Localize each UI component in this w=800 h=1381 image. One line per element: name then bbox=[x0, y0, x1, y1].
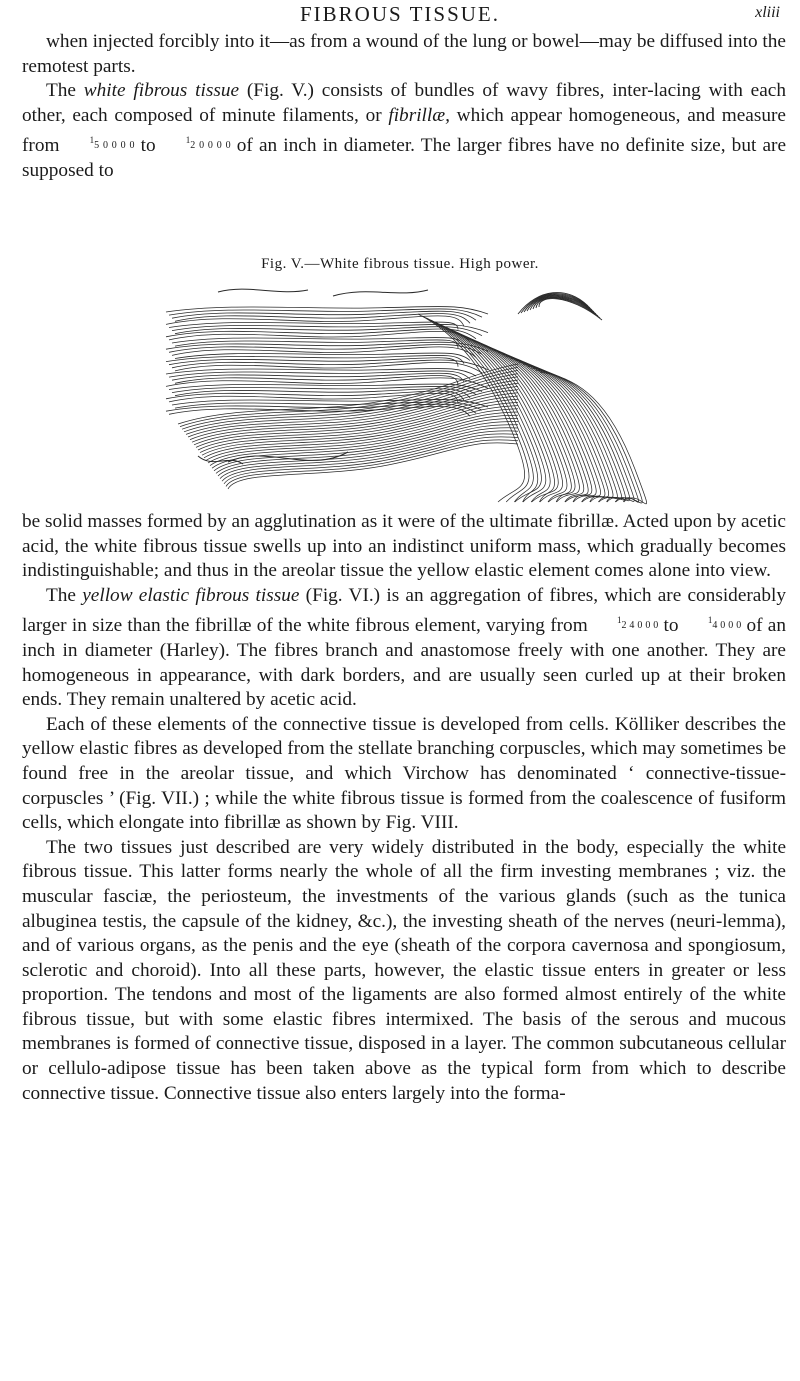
paragraph bbox=[22, 713, 786, 836]
fibre-strand bbox=[166, 368, 476, 376]
fraction: 12 4 0 0 0 bbox=[616, 615, 659, 632]
fraction: 12 0 0 0 0 bbox=[185, 135, 231, 152]
text-block-top bbox=[22, 30, 786, 184]
fibre-end bbox=[333, 290, 428, 296]
fibre-strand bbox=[531, 368, 638, 502]
text-run: The two tissues just described are very widely distributed in the body, especially the white fibrous tissue. This latter forms nearly the whole of all the firm investing membranes ; viz. the muscular fasciæ, the periosteum, the investments of the various glands (such as the tunica albuginea testis, the capsule of the kidney, &c.), the investing sheath of the nerves (neuri-lemma), and of various organs, as the penis and the eye (sheath of the corpora cavernosa and spongiosum, sclerotic and choroid). Into all these parts, however, the elastic tissue enters in greater or less proportion. The tendons and most of the ligaments are also formed almost entirely of the white fibrous tissue, but with some elastic fibres intermixed. The basis of the serous and mucous membranes is formed of connective tissue, disposed in a layer. The common subcutaneous cellular or cellulo-adipose tissue has been taken above as the typical form from which to describe connective tissue. Connective tissue also enters largely into the forma- bbox=[22, 836, 786, 1104]
paragraph bbox=[22, 836, 786, 1107]
fraction: 15 0 0 0 0 bbox=[89, 135, 135, 152]
fibre-illustration bbox=[158, 284, 652, 506]
text-run: to bbox=[134, 135, 162, 157]
fibre-strand bbox=[166, 355, 464, 363]
italic-term: yellow elastic fibrous tissue bbox=[82, 584, 300, 606]
figure-white-fibrous-tissue bbox=[158, 284, 652, 506]
paragraph bbox=[22, 510, 786, 584]
text-run: of an inch in diameter. The larger fibres have no definite size, but are supposed to bbox=[22, 135, 787, 181]
text-run: when injected forcibly into it—as from a wound of the lung or bowel—may be diffused into the remotest parts. bbox=[22, 31, 786, 77]
fraction: 14 0 0 0 bbox=[707, 615, 742, 632]
fibre-strand bbox=[169, 371, 470, 379]
fibre-end bbox=[218, 289, 308, 292]
text-run: The bbox=[46, 584, 83, 606]
text-run: be solid masses formed by an agglutination as it were of the ultimate fibrillæ. Acted upon by acetic acid, the white fibrous tissue swells up into an indistinct uniform mass, which gradually becomes indistinguishable; and thus in the areolar tissue the yellow elastic element comes alone into view. bbox=[22, 511, 786, 582]
paragraph bbox=[22, 584, 786, 713]
figure-caption: Fig. V.—White fibrous tissue. High power. bbox=[261, 256, 539, 272]
fibre-strand bbox=[169, 358, 458, 367]
text-block-bottom bbox=[22, 510, 786, 1106]
italic-term: white fibrous tissue bbox=[83, 80, 240, 102]
text-run: The bbox=[46, 80, 84, 102]
italic-term: fibrillæ, bbox=[388, 104, 450, 126]
text-run: (Fig. V.) consists of bundles of wavy fibres, inter-lacing with each other, each composed of minute filaments, or bbox=[22, 80, 787, 126]
fibre-strand bbox=[175, 376, 458, 386]
text-run: which appear homogeneous, and measure from bbox=[22, 104, 786, 157]
fibre-strand bbox=[169, 322, 458, 330]
text-run: to bbox=[658, 615, 684, 637]
text-run: (Fig. VI.) is an aggregation of fibres, which are considerably larger in size than the fibrillæ of the white fibrous element, varying from bbox=[22, 584, 786, 637]
running-title: FIBROUS TISSUE. bbox=[300, 2, 500, 26]
fibre-loop bbox=[539, 299, 602, 320]
text-run: Each of these elements of the connective tissue is developed from cells. Kölliker describes the yellow elastic fibres as developed from the stellate branching corpuscles, which may sometimes be found free in the areolar tissue, and which Virchow has denominated ‘ connective-tissue-corpuscles ’ (Fig. VII.) ; while the white fibrous tissue is formed from the coalescence of fusiform cells, which elongate into fibrillæ as shown by Fig. VIII. bbox=[22, 713, 786, 834]
fibre-strand bbox=[540, 372, 647, 504]
paragraph bbox=[22, 79, 786, 183]
text-run: of an inch in diameter (Harley). The fibres branch and anastomose freely with one another. They are homogeneous in appearance, with dark borders, and are usually seen curled up at their broken ends. They remain unaltered by acetic acid. bbox=[22, 615, 786, 711]
fibre-strand bbox=[172, 337, 464, 345]
page-number: xliii bbox=[755, 4, 780, 21]
fibre-strand bbox=[536, 370, 643, 503]
page-header bbox=[0, 0, 800, 28]
paragraph bbox=[22, 30, 786, 79]
